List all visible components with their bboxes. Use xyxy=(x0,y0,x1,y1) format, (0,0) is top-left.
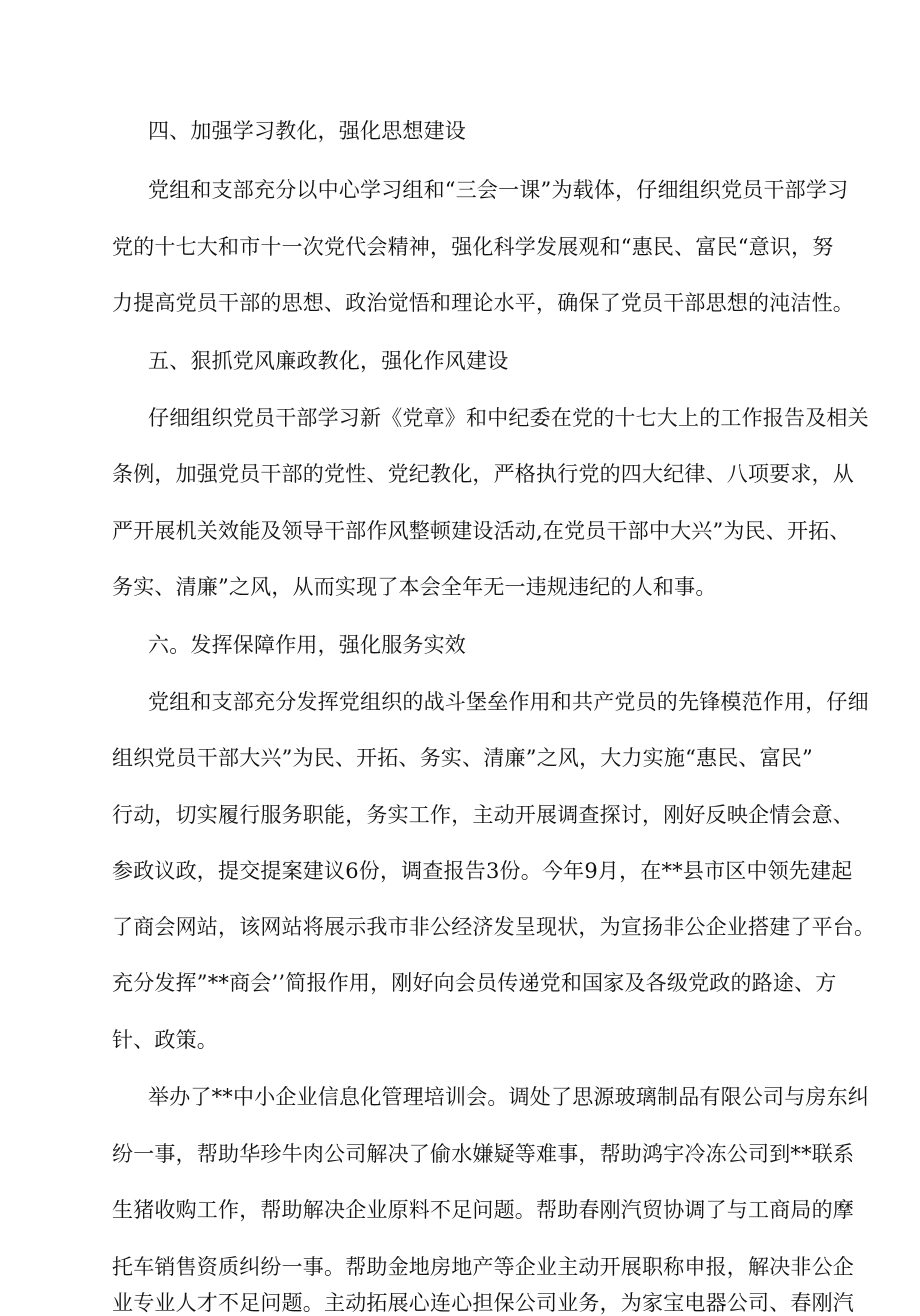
paragraph-line: 纷一事，帮助华珍牛肉公司解决了偷水嫌疑等难事，帮助鸿宇冷冻公司到**联系 xyxy=(112,1142,855,1166)
paragraph-line: 充分发挥”**商会’’简报作用，刚好向会员传递党和国家及各级党政的路途、方 xyxy=(112,971,837,995)
paragraph-line: 党组和支部充分发挥党组织的战斗堡垒作用和共产党员的先锋模范作用，仔细 xyxy=(148,690,869,714)
section-heading-6: 六。发挥保障作用，强化服务实效 xyxy=(148,633,466,657)
paragraph-line: 仔细组织党员干部学习新《党章》和中纪委在党的十七大上的工作报告及相关 xyxy=(148,406,869,430)
paragraph-line: 条例，加强党员干部的党性、党纪教化，严格执行党的四大纪律、八项要求，从 xyxy=(112,462,854,486)
paragraph-line: 针、政策。 xyxy=(112,1028,218,1052)
paragraph-line: 党组和支部充分以中心学习组和“三会一课”为载体，仔细组织党员干部学习 xyxy=(148,178,849,202)
section-heading-4: 四、加强学习教化，强化思想建设 xyxy=(148,119,466,143)
paragraph-line: 参政议政，提交提案建议6份，调查报告3份。今年9月，在**县市区中领先建起 xyxy=(112,859,853,883)
paragraph-line: 组织党员干部大兴”为民、开拓、务实、清廉”之风，大力实施“惠民、富民” xyxy=(112,746,813,770)
paragraph-line: 了商会网站，该网站将展示我市非公经济发呈现状，为宣扬非公企业搭建了平台。 xyxy=(112,915,876,939)
paragraph-line: 党的十七大和市十一次党代会精神，强化科学发展观和“惠民、富民“意识，努 xyxy=(112,235,834,259)
paragraph-line: 生猪收购工作，帮助解决企业原料不足问题。帮助春刚汽贸协调了与工商局的摩 xyxy=(112,1198,854,1222)
paragraph-line: 托车销售资质纠纷一事。帮助金地房地产等企业主动开展职称申报，解决非公企 xyxy=(112,1255,854,1279)
paragraph-line: 业专业人才不足问题。主动拓展心连心担保公司业务，为家宝电器公司、春刚汽 xyxy=(112,1291,854,1315)
paragraph-line: 务实、清廉”之风，从而实现了本会全年无一违规违纪的人和事。 xyxy=(112,575,717,599)
paragraph-line: 力提高党员干部的思想、政治觉悟和理论水平，确保了党员干部思想的沌洁性。 xyxy=(112,291,854,315)
paragraph-line: 行动，切实履行服务职能，务实工作，主动开展调查探讨，刚好反映企情会意、 xyxy=(112,803,854,827)
paragraph-line: 举办了**中小企业信息化管理培训会。调处了思源玻璃制品有限公司与房东纠 xyxy=(148,1085,869,1109)
paragraph-line: 严开展机关效能及领导干部作风整顿建设活动,在党员干部中大兴”为民、开拓、 xyxy=(112,519,851,543)
section-heading-5: 五、狠抓党风廉政教化，强化作风建设 xyxy=(148,349,509,373)
